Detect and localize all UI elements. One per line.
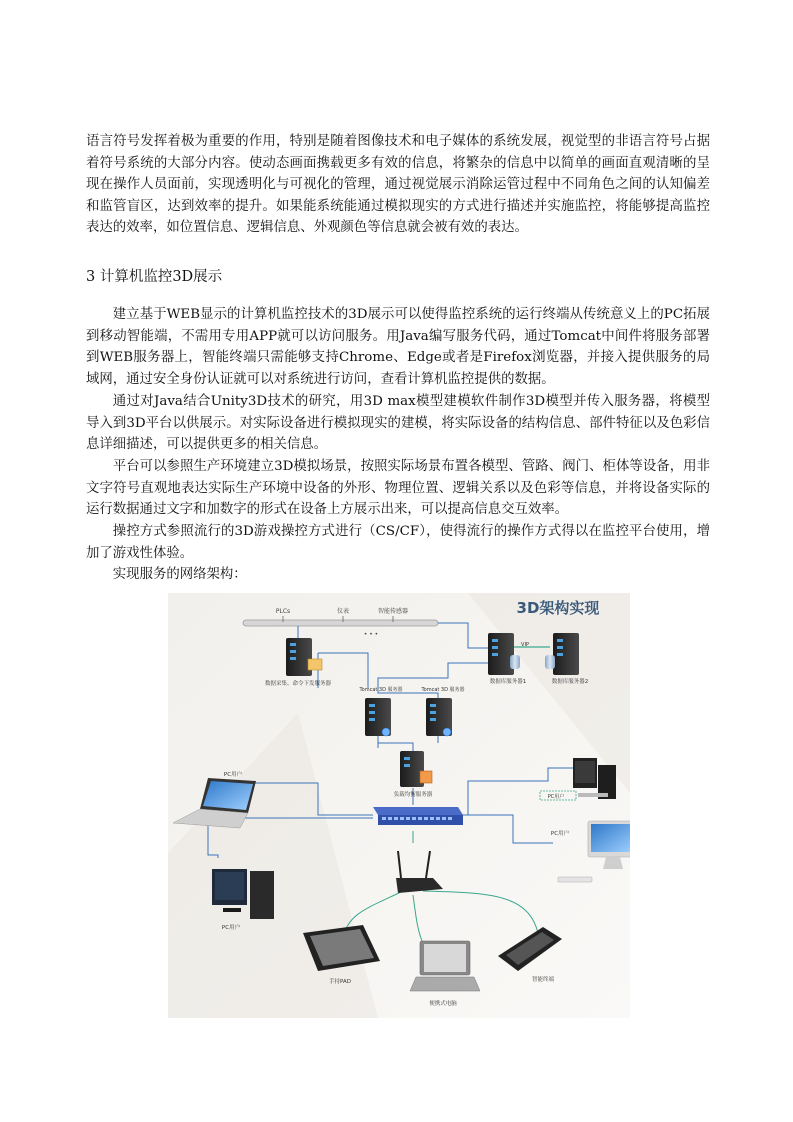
phone-label: 智能终端 bbox=[531, 977, 555, 983]
paragraph-5: 操控方式参照流行的3D游戏操控方式进行（CS/CF），使得流行的操作方式得以在监控平台使用，增加了游戏性体验。 bbox=[86, 524, 710, 561]
laptop-pc-user-label: PC用户 bbox=[223, 772, 243, 778]
laptop-bottom-icon bbox=[410, 941, 480, 991]
bus-dots: • • • bbox=[363, 631, 379, 638]
db1-label: 数据库服务器1 bbox=[489, 679, 527, 685]
paragraph-6: 实现服务的网络架构： bbox=[112, 567, 247, 582]
desktop-right-label: PC用户 bbox=[547, 794, 565, 800]
paragraph-4: 平台可以参照生产环境建立3D模拟场景，按照实际场景布置各模型、管路、阀门、柜体等设备，用非文字符号直观地表达实际生产环境中设备的外形、物理位置、逻辑关系以及色彩等信息，并将设备实际的运行数据通过文字和加数字的形式在设备上方展示出来，可以提高信息交互效率。 bbox=[86, 459, 710, 518]
tomcat2-label: Tomcat 3D 服务器 bbox=[421, 687, 465, 693]
network-switch bbox=[373, 807, 463, 825]
bus-label-meters: 仪表 bbox=[336, 608, 350, 615]
section-heading: 3 计算机监控3D展示 bbox=[86, 269, 223, 285]
collector-label: 数据采集、命令下发服务器 bbox=[264, 681, 332, 687]
desktop-left-label: PC用户 bbox=[221, 925, 241, 931]
laptop-bottom-label: 便携式电脑 bbox=[429, 1001, 457, 1007]
figure-title: 3D架构实现 bbox=[516, 599, 600, 617]
vip-label: VIP bbox=[521, 642, 529, 648]
bus-label-sensors: 智能传感器 bbox=[377, 608, 409, 615]
load-balancer-label: 负载均衡服务器 bbox=[393, 792, 433, 798]
paragraph-3: 通过对Java结合Unity3D技术的研究，用3D max模型建模软件制作3D模型并传入服务器，将模型导入到3D平台以供展示。对实际设备进行模拟现实的建模，将实际设备的结构信息、部件特征以及色彩信息详细描述，可以提供更多的相关信息。 bbox=[86, 394, 710, 453]
tomcat-server-1 bbox=[365, 698, 391, 736]
tomcat1-label: Tomcat 3D 服务器 bbox=[359, 687, 403, 693]
network-architecture-figure bbox=[168, 593, 630, 1018]
tablet-label: 手持PAD bbox=[329, 979, 351, 985]
imac-label: PC用户 bbox=[550, 831, 570, 837]
tomcat-server-2 bbox=[426, 698, 452, 736]
paragraph-1: 语言符号发挥着极为重要的作用，特别是随着图像技术和电子媒体的系统发展，视觉型的非语言符号占据着符号系统的大部分内容。使动态画面携载更多有效的信息，将繁杂的信息中以简单的画面直观清晰的呈现在操作人员面前，实现透明化与可视化的管理，通过视觉展示消除运管过程中不同角色之间的认知偏差和监管盲区，达到效率的提升。如果能系统能通过模拟现实的方式进行描述并实施监控，将能够提高监控表达的效率，如位置信息、逻辑信息、外观颜色等信息就会被有效的表达。 bbox=[86, 134, 710, 236]
paragraph-2: 建立基于WEB显示的计算机监控技术的3D展示可以使得监控系统的运行终端从传统意义上的PC拓展到移动智能端，不需用专用APP就可以访问服务。用Java编写服务代码，通过Tomcat中间件将服务部署到WEB服务器上，智能终端只需能够支持Chrome、Edge或者是Firefox浏览器，并接入提供服务的局域网，通过安全身份认证就可以对系统进行访问，查看计算机监控提供的数据。 bbox=[86, 307, 710, 387]
bus-label-plcs: PLCs bbox=[275, 608, 291, 615]
db2-label: 数据库服务器2 bbox=[551, 679, 589, 685]
